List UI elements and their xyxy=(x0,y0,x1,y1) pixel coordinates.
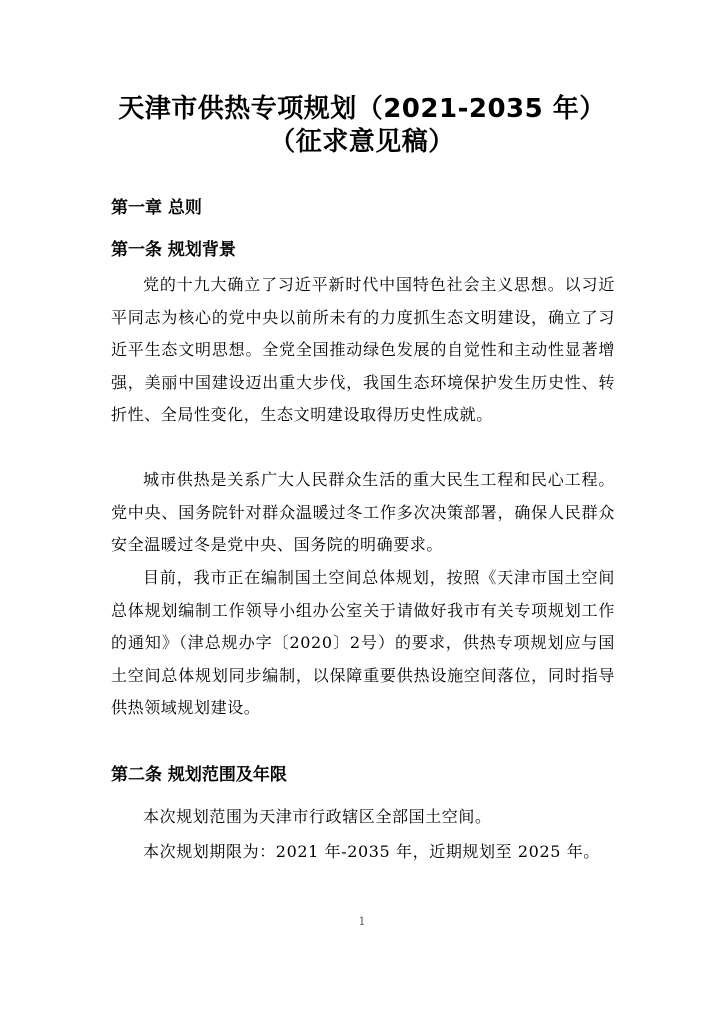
paragraph-current-planning: 目前，我市正在编制国土空间总体规划，按照《天津市国土空间总体规划编制工作领导小组办公室关于请做好我市有关专项规划工作的通知》（津总规办字〔2020〕2号）的要求，供热专项规划应与国土空间总体规划同步编制，以保障重要供热设施空间落位，同时指导供热领域规划建设。 xyxy=(111,568,615,717)
document-title: 天津市供热专项规划（2021-2035 年） xyxy=(118,94,606,124)
paragraph-heating-livelihood: 城市供热是关系广大人民群众生活的重大民生工程和民心工程。党中央、国务院针对群众温暖过冬工作多次决策部署，确保人民群众安全温暖过冬是党中央、国务院的明确要求。 xyxy=(111,470,615,554)
article-heading-scope: 第二条 规划范围及年限 xyxy=(111,765,287,785)
document-subtitle: （征求意见稿） xyxy=(269,127,455,157)
period-line: 本次规划期限为：2021 年-2035 年，近期规划至 2025 年。 xyxy=(143,842,600,861)
paragraph-background: 党的十九大确立了习近平新时代中国特色社会主义思想。以习近平同志为核心的党中央以前所未有的力度抓生态文明建设，确立了习近平生态文明思想。全党全国推动绿色发展的自觉性和主动性显著增强，美丽中国建设迈出重大步伐，我国生态环境保护发生历史性、转折性、全局性变化，生态文明建设取得历史性成就。 xyxy=(111,275,615,424)
chapter-heading: 第一章 总则 xyxy=(111,198,202,218)
page-number: 1 xyxy=(358,915,366,928)
scope-line: 本次规划范围为天津市行政辖区全部国土空间。 xyxy=(143,807,492,826)
article-heading-background: 第一条 规划背景 xyxy=(111,240,236,260)
